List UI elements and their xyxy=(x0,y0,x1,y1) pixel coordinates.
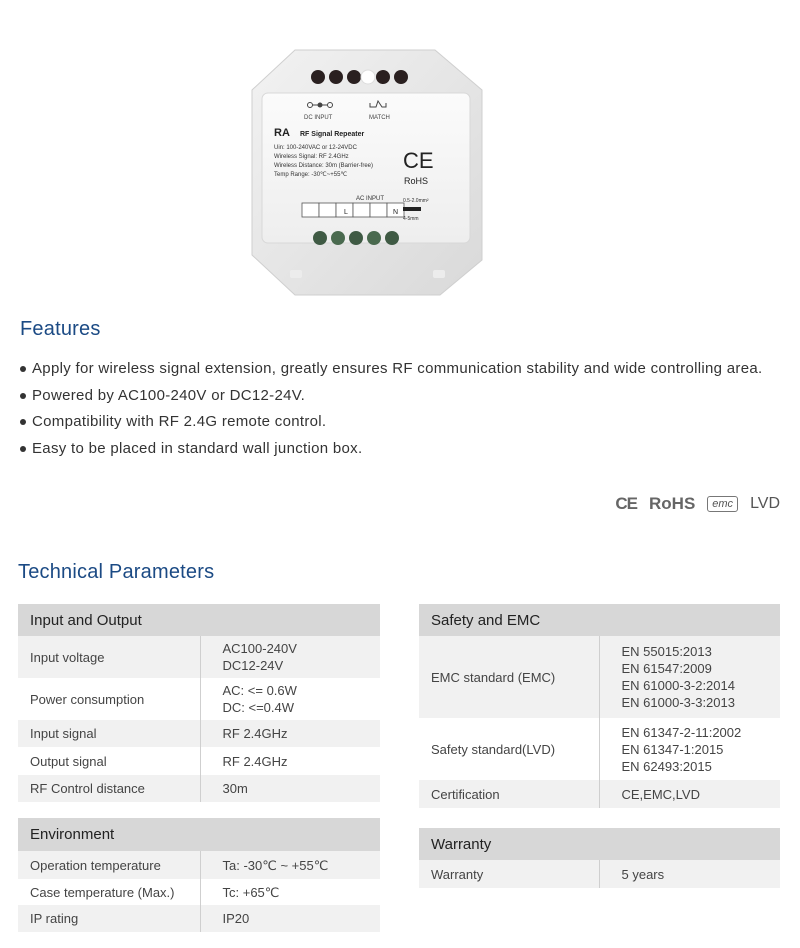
param-key: Safety standard(LVD) xyxy=(419,718,599,780)
param-value: 30m xyxy=(200,775,380,802)
param-key: EMC standard (EMC) xyxy=(419,636,599,718)
table-row xyxy=(18,720,380,747)
param-value: IP20 xyxy=(200,905,380,932)
spec-line-4: Temp Range: -30℃~+55℃ xyxy=(274,172,348,178)
technical-parameters-heading: Technical Parameters xyxy=(18,561,215,583)
param-key: Output signal xyxy=(18,747,200,775)
param-value: Ta: -30℃ ~ +55℃ xyxy=(200,851,380,879)
table-row xyxy=(18,636,380,678)
bullet-icon xyxy=(20,446,26,452)
param-value: AC: <= 0.6W DC: <=0.4W xyxy=(200,678,380,720)
safety-emc-header: Safety and EMC xyxy=(419,604,780,636)
model-label: RA xyxy=(274,127,290,139)
param-value: CE,EMC,LVD xyxy=(599,780,780,808)
terminal-n-label: N xyxy=(393,209,399,216)
table-row xyxy=(18,775,380,802)
spec-line-2: Wireless Signal: RF 2.4GHz xyxy=(274,154,349,160)
feature-text: Apply for wireless signal extension, greatly ensures RF communication stability and wide controlling area. xyxy=(32,360,763,377)
param-value: 5 years xyxy=(599,860,780,888)
bullet-icon xyxy=(20,366,26,372)
param-value: EN 61347-2-11:2002 EN 61347-1:2015 EN 62493:2015 xyxy=(599,718,780,780)
param-value: EN 55015:2013 EN 61547:2009 EN 61000-3-2:2014 EN 61000-3-3:2013 xyxy=(599,636,780,718)
input-output-header: Input and Output xyxy=(18,604,380,636)
bullet-icon xyxy=(20,393,26,399)
table-row xyxy=(18,879,380,905)
param-value: AC100-240V DC12-24V xyxy=(200,636,380,678)
feature-text: Easy to be placed in standard wall junction box. xyxy=(32,440,363,458)
emc-logo-icon: emc xyxy=(707,496,738,512)
param-key: Operation temperature xyxy=(18,851,200,879)
features-heading: Features xyxy=(20,318,101,340)
product-name-label: RF Signal Repeater xyxy=(300,131,365,138)
feature-item xyxy=(20,386,762,413)
spec-line-3: Wireless Distance: 30m (Barrier-free) xyxy=(274,163,374,169)
feature-item xyxy=(20,439,762,466)
param-value: Tc: +65℃ xyxy=(200,879,380,905)
warranty-header: Warranty xyxy=(419,828,780,860)
param-key: Certification xyxy=(419,780,599,808)
feature-text: Powered by AC100-240V or DC12-24V. xyxy=(32,386,306,404)
table-row xyxy=(18,747,380,775)
param-value: RF 2.4GHz xyxy=(200,720,380,747)
table-row xyxy=(419,860,780,888)
table-row xyxy=(18,905,380,932)
certification-logos xyxy=(615,494,780,514)
table-row xyxy=(419,718,780,780)
param-key: Input signal xyxy=(18,720,200,747)
table-row xyxy=(18,678,380,720)
param-value: RF 2.4GHz xyxy=(200,747,380,775)
product-image xyxy=(250,45,485,300)
ac-input-label: AC INPUT xyxy=(356,196,385,202)
rohs-logo-icon: RoHS xyxy=(649,494,696,513)
dc-input-label: DC INPUT xyxy=(304,115,333,121)
safety-emc-table xyxy=(419,604,780,808)
environment-header: Environment xyxy=(18,818,380,851)
bullet-icon xyxy=(20,419,26,425)
environment-table xyxy=(18,818,380,932)
ce-mark: CE xyxy=(403,148,434,173)
terminal-l-label: L xyxy=(344,209,348,216)
feature-item xyxy=(20,359,762,386)
features-list xyxy=(20,359,762,466)
param-key: RF Control distance xyxy=(18,775,200,802)
feature-text: Compatibility with RF 2.4G remote control. xyxy=(32,413,327,431)
warranty-table xyxy=(419,828,780,888)
wire-size-label: 0.5-2.0mm² xyxy=(403,198,429,204)
table-row xyxy=(419,780,780,808)
match-label: MATCH xyxy=(369,115,390,121)
param-key: Warranty xyxy=(419,860,599,888)
table-row xyxy=(419,636,780,718)
rohs-mark: RoHS xyxy=(404,176,429,186)
lvd-logo-icon: LVD xyxy=(750,495,780,512)
param-key: IP rating xyxy=(18,905,200,932)
param-key: Case temperature (Max.) xyxy=(18,879,200,905)
param-key: Input voltage xyxy=(18,636,200,678)
input-output-table xyxy=(18,604,380,802)
table-row xyxy=(18,851,380,879)
feature-item xyxy=(20,412,762,439)
spec-line-1: Uin: 100-240VAC or 12-24VDC xyxy=(274,145,357,151)
ce-logo-icon: CE xyxy=(615,494,637,513)
param-key: Power consumption xyxy=(18,678,200,720)
strip-length-label: 4-5mm xyxy=(403,216,419,222)
